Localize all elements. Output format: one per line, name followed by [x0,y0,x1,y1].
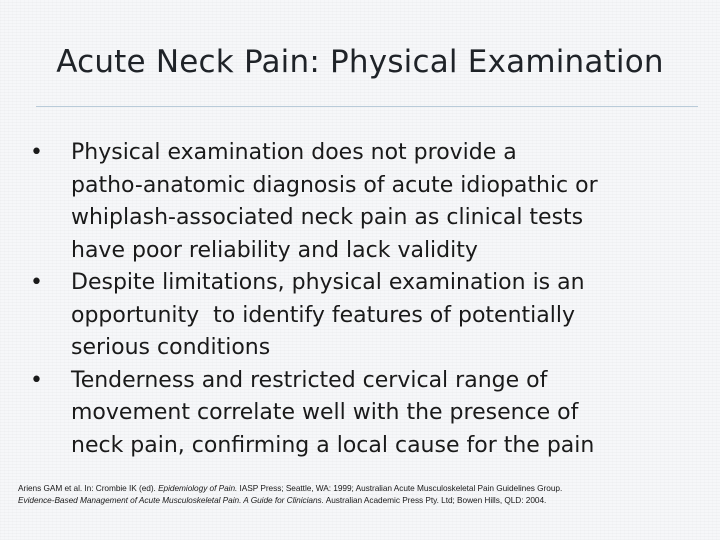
bullet-marker: • [30,367,43,393]
title-divider [36,106,698,107]
bullet-line: Physical examination does not provide a [71,140,517,165]
citation-book-title: Epidemiology of Pain. [158,483,238,493]
bullet-line: whiplash-associated neck pain as clinical tests [71,205,584,230]
bullet-line: patho-anatomic diagnosis of acute idiopathic or [71,172,598,198]
citation-line [18,494,708,506]
citation-book-title: Evidence-Based Management of Acute Musculoskeletal Pain. A Guide for Clinicians. [18,495,324,505]
citation-text: Ariens GAM et al. In: Crombie IK (ed). [18,483,159,493]
bullet-line: have poor reliability and lack validity [71,237,478,263]
bullet-line: Despite limitations, physical examination is an [71,270,585,295]
slide-title: Acute Neck Pain: Physical Examination [56,44,664,80]
bullet-item [30,267,690,365]
bullet-item [30,365,690,463]
bullet-marker: • [30,140,43,165]
citation [18,482,708,506]
bullet-line: movement correlate well with the presence of [71,400,579,425]
bullet-line: opportunity to identify features of potentially [71,302,575,328]
citation-text: IASP Press; Seattle, WA: 1999; Australian Acute Musculoskeletal Pain Guidelines Group. [237,483,563,493]
citation-line [18,482,708,494]
bullet-line: Tenderness and restricted cervical range of [71,367,548,393]
bullet-line: serious conditions [71,335,271,360]
bullet-line: neck pain, confirming a local cause for the pain [71,432,595,458]
bullet-list [30,137,690,462]
citation-text: Australian Academic Press Pty. Ltd; Bowen Hills, QLD: 2004. [323,495,547,505]
bullet-item [30,137,690,267]
bullet-marker: • [30,270,43,295]
